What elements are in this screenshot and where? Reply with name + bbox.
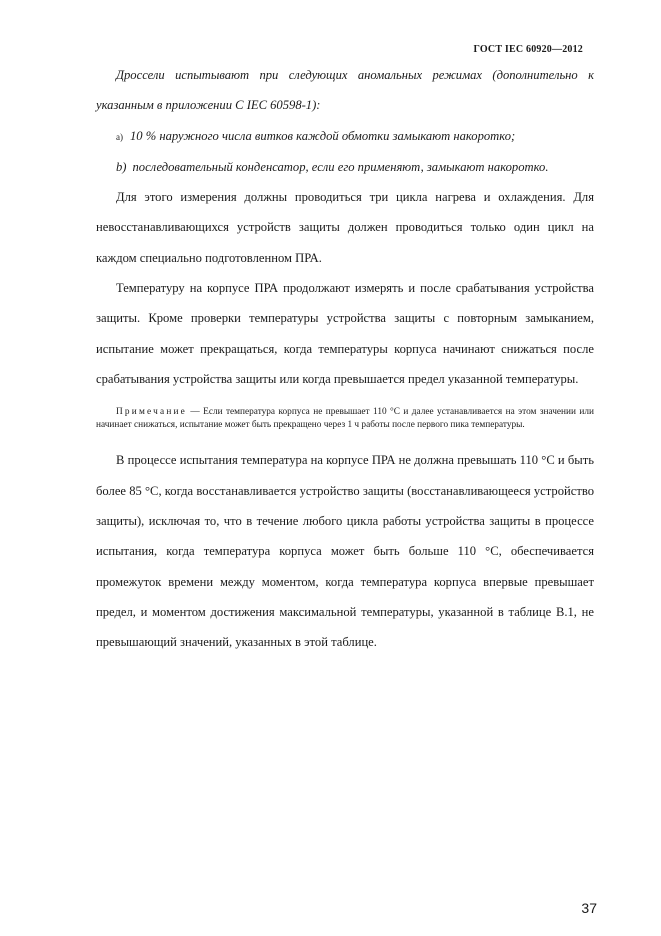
list-item-b	[96, 152, 594, 182]
list-marker-b: b)	[116, 159, 127, 174]
list-marker-a: а)	[116, 131, 123, 142]
note	[96, 406, 594, 431]
list-text-b: последовательный конденсатор, если его применяют, замыкают накоротко.	[132, 159, 549, 174]
paragraph-cycles: Для этого измерения должны проводиться три цикла нагрева и охлаждения. Для невосстанавливающихся устройств защиты должен проводиться только один цикл на каждом специально подготовленном ПРА.	[96, 190, 594, 265]
page-content	[96, 60, 594, 658]
paragraph-final: В процессе испытания температура на корпусе ПРА не должна превышать 110 °С и быть более 85 °С, когда восстанавливается устройство защиты (восстанавливающееся устройство защиты), исключая то, что в течение любого цикла работы устройства защиты в процессе испытания, когда температура корпуса может быть больше 110 °С, обеспечивается промежуток времени между моментом, когда температура корпуса впервые превышает предел, и моментом достижения максимальной температуры, указанной в таблице В.1, не превышающий значений, указанных в этой таблице.	[96, 453, 594, 650]
note-label: Примечание	[116, 407, 187, 418]
intro-paragraph: Дроссели испытывают при следующих аномальных режимах (дополнительно к указанным в приложении С IEC 60598-1):	[96, 68, 594, 113]
list-item-a	[96, 121, 594, 152]
list-text-a: 10 % наружного числа витков каждой обмотки замыкают накоротко;	[130, 128, 516, 143]
note-text: Если температура корпуса не превышает 110 °С и далее устанавливается на этом значении или начинает снижаться, испытание может быть прекращено через 1 ч работы после первого пика температуры.	[96, 407, 594, 430]
page-number: 37	[581, 900, 597, 916]
paragraph-temperature: Температуру на корпусе ПРА продолжают измерять и после срабатывания устройства защиты. Кроме проверки температуры устройства защиты с повторным замыканием, испытание может прекращаться, когда температуры корпуса начинают снижаться после срабатывания устройства защиты или когда превышается предел указанной температуры.	[96, 281, 594, 386]
note-dash: —	[187, 407, 204, 418]
document-header: ГОСТ IEC 60920—2012	[473, 44, 583, 55]
